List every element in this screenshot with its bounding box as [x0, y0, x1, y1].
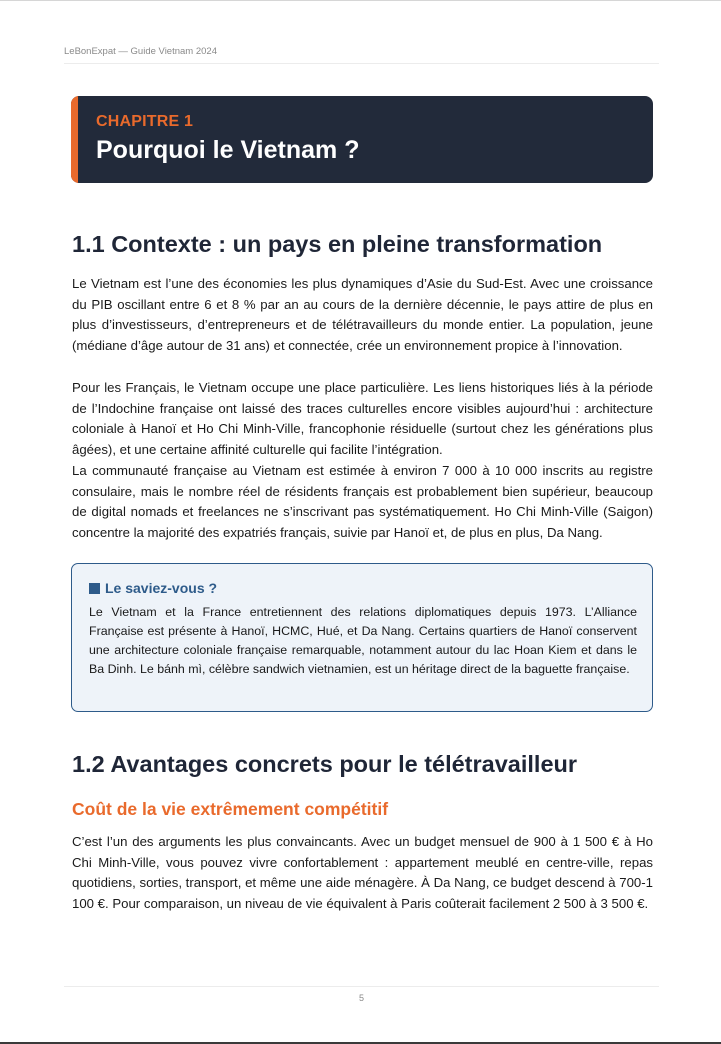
subsection-title-cost-of-living: Coût de la vie extrêmement compétitif	[72, 799, 389, 819]
section-1-paragraph-2: Pour les Français, le Vietnam occupe une place particulière. Les liens historiques liés à la période de l’Indochine française ont laissé des traces culturelles encore visibles aujourd’hui : architecture coloniale à Hanoï et Ho Chi Minh-Ville, francophonie résiduelle (surtout chez les générations plus âgées), et une certaine affinité culturelle qui facilite l’intégration.	[72, 380, 653, 458]
section-title-1-1: 1.1 Contexte : un pays en pleine transformation	[72, 231, 603, 257]
section-1-paragraph-1: Le Vietnam est l’une des économies les plus dynamiques d’Asie du Sud-Est. Avec une croissance du PIB oscillant entre 6 et 8 % par an au cours de la dernière décennie, le pays attire de plus en plus d’investisseurs, d’entrepreneurs et de télétravailleurs du monde entier. La population, jeune (médiane d’âge autour de 31 ans) et connectée, crée un environnement propice à l’innovation.	[72, 276, 653, 354]
chapter-banner	[71, 96, 653, 183]
chapter-accent-bar	[71, 96, 78, 183]
section-1-paragraph-3: La communauté française au Vietnam est estimée à environ 7 000 à 10 000 inscrits au registre consulaire, mais le nombre réel de résidents français est probablement bien supérieur, beaucoup de digital nomads et freelances ne s’inscrivant pas systématiquement. Ho Chi Minh-Ville (Saigon) concentre la majorité des expatriés français, suivie par Hanoï et, de plus en plus, Da Nang.	[72, 463, 653, 541]
chapter-label: CHAPITRE 1	[96, 113, 194, 130]
section-2-paragraph-1: C’est l’un des arguments les plus convaincants. Avec un budget mensuel de 900 à 1 500 € à Ho Chi Minh-Ville, vous pouvez vivre confortablement : appartement meublé en centre-ville, repas quotidiens, sorties, transport, et même une aide ménagère. À Da Nang, ce budget descend à 700-1 100 €. Pour comparaison, un niveau de vie équivalent à Paris coûterait facilement 2 500 à 3 500 €.	[72, 834, 653, 912]
did-you-know-title-text: Le saviez-vous ?	[105, 580, 218, 596]
running-header: LeBonExpat — Guide Vietnam 2024	[64, 46, 659, 64]
chapter-title: Pourquoi le Vietnam ?	[96, 136, 360, 164]
did-you-know-box	[71, 563, 653, 712]
did-you-know-title	[89, 580, 217, 596]
square-icon	[89, 583, 100, 594]
section-title-1-2: 1.2 Avantages concrets pour le télétravailleur	[72, 751, 578, 777]
page-number: 5	[64, 986, 659, 1003]
did-you-know-text: Le Vietnam et la France entretiennent des relations diplomatiques depuis 1973. L’Alliance Française est présente à Hanoï, HCMC, Hué, et Da Nang. Certains quartiers de Hanoï conservent une architecture coloniale française remarquable, notamment autour du lac Hoan Kiem et dans le Ba Dinh. Le bánh mì, célèbre sandwich vietnamien, est un héritage direct de la baguette française.	[89, 605, 637, 676]
